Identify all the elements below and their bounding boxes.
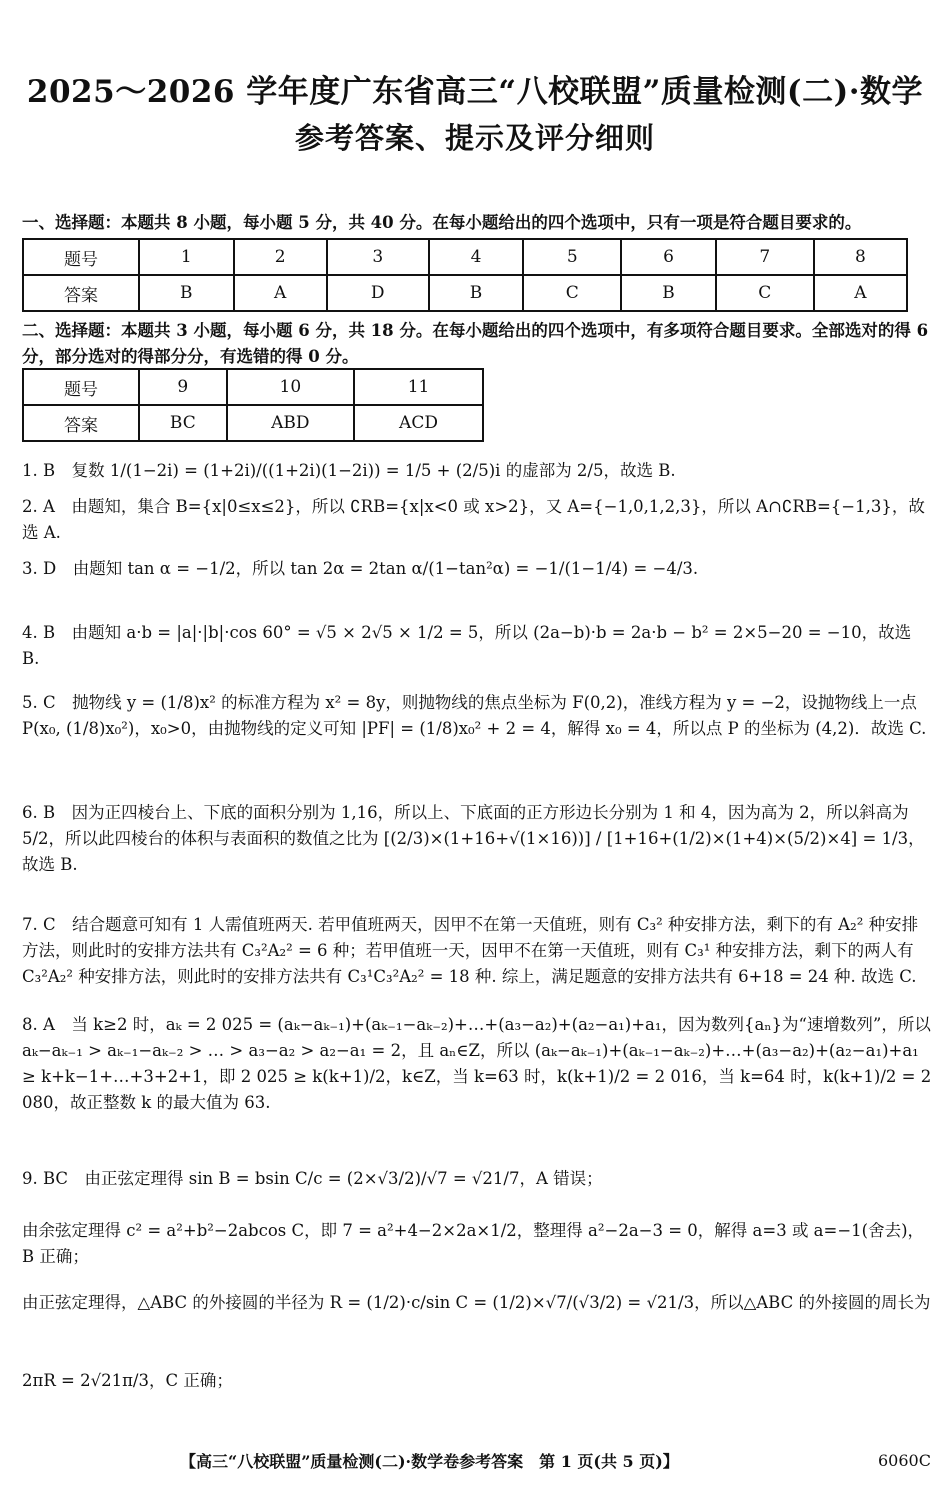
section-1-heading: 一、选择题：本题共 8 小题，每小题 5 分，共 40 分。在每小题给出的四个选项中，只有一项是符合题目要求的。 <box>22 213 862 232</box>
table-cell: A <box>814 275 907 311</box>
table-cell: 9 <box>139 369 227 405</box>
page-subtitle: 参考答案、提示及评分细则 <box>294 121 655 155</box>
solution-9-part-c: 由正弦定理得，△ABC 的外接圆的半径为 R = (1/2)·c/sin C = (1/2)×√7/(√3/2) = √21/3，所以△ABC 的外接圆的周长为 <box>22 1293 931 1312</box>
solution-1: 1. B 复数 1/(1−2i) = (1+2i)/((1+2i)(1−2i)) = 1/5 + (2/5)i 的虚部为 2/5，故选 B. <box>22 461 676 480</box>
solution-3: 3. D 由题知 tan α = −1/2，所以 tan 2α = 2tan α/(1−tan²α) = −1/(1−1/4) = −4/3. <box>22 559 699 578</box>
solution-2: 2. A 由题知，集合 B={x|0≤x≤2}，所以 ∁RB={x|x<0 或 x>2}，又 A={−1,0,1,2,3}，所以 A∩∁RB={−1,3}，故选 A. <box>22 497 925 542</box>
table-cell: 1 <box>139 239 234 275</box>
solution-9-part-b: 由余弦定理得 c² = a²+b²−2abcos C，即 7 = a²+4−2×2a×1/2，整理得 a²−2a−3 = 0，解得 a=3 或 a=−1(舍去)，B 正确； <box>22 1221 925 1266</box>
solution-9-part-d: 2πR = 2√21π/3，C 正确； <box>22 1371 233 1390</box>
table-cell: ABD <box>227 405 354 441</box>
table-row <box>23 369 483 405</box>
document-code: 6060C <box>878 1451 931 1470</box>
row-label: 答案 <box>23 405 139 441</box>
table-cell: B <box>429 275 524 311</box>
page-footer: 【高三“八校联盟”质量检测(二)·数学卷参考答案 第 1 页(共 5 页)】 <box>180 1452 679 1471</box>
table-cell: 11 <box>354 369 483 405</box>
table-cell: 10 <box>227 369 354 405</box>
answer-table-2 <box>22 368 484 442</box>
row-label: 题号 <box>23 369 139 405</box>
table-cell: D <box>327 275 429 311</box>
table-cell: B <box>621 275 716 311</box>
table-cell: B <box>139 275 234 311</box>
solution-7: 7. C 结合题意可知有 1 人需值班两天. 若甲值班两天，因甲不在第一天值班，则有 C₃² 种安排方法，剩下的有 A₂² 种安排方法，则此时的安排方法共有 C₃²A₂² = 6 种；若甲值班一天，因甲不在第一天值班，则有 C₃¹ 种安排方法，剩下的两人有 C₃²A₂² 种安排方法，则此时的安排方法共有 C₃¹C₃²A₂² = 18 种. 综上，满足题意的安排方法共有 6+18 = 24 种. 故选 C. <box>22 915 919 986</box>
solution-6: 6. B 因为正四棱台上、下底的面积分别为 1,16，所以上、下底面的正方形边长分别为 1 和 4，因为高为 2，所以斜高为 5/2，所以此四棱台的体积与表面积的数值之比为 [(2/3)×(1+16+√(1×16))] / [1+16+(1/2)×(1+4)×(5/2)×4] = 1/3，故选 B. <box>22 803 925 874</box>
table-cell: 4 <box>429 239 524 275</box>
table-cell: 2 <box>234 239 327 275</box>
table-row <box>23 239 907 275</box>
table-row <box>23 275 907 311</box>
solution-9-part-a: 9. BC 由正弦定理得 sin B = bsin C/c = (2×√3/2)/√7 = √21/7，A 错误； <box>22 1169 603 1188</box>
solution-8: 8. A 当 k≥2 时，aₖ = 2 025 = (aₖ−aₖ₋₁)+(aₖ₋₁−aₖ₋₂)+…+(a₃−a₂)+(a₂−a₁)+a₁，因为数列{aₙ}为“速增数列”，所以 aₖ−aₖ₋₁ > aₖ₋₁−aₖ₋₂ > … > a₃−a₂ > a₂−a₁ = 2，且 aₙ∈Z，所以 (aₖ−aₖ₋₁)+(aₖ₋₁−aₖ₋₂)+…+(a₃−a₂)+(a₂−a₁)+a₁ ≥ k+k−1+…+3+2+1，即 2 025 ≥ k(k+1)/2，k∈Z，当 k=63 时，k(k+1)/2 = 2 016，当 k=64 时，k(k+1)/2 = 2 080，故正整数 k 的最大值为 63. <box>22 1015 932 1112</box>
table-cell: 7 <box>716 239 814 275</box>
section-2-heading: 二、选择题：本题共 3 小题，每小题 6 分，共 18 分。在每小题给出的四个选项中，有多项符合题目要求。全部选对的得 6 分，部分选对的得部分分，有选错的得 0 分。 <box>22 321 929 366</box>
solution-5: 5. C 抛物线 y = (1/8)x² 的标准方程为 x² = 8y，则抛物线的焦点坐标为 F(0,2)，准线方程为 y = −2，设抛物线上一点 P(x₀, (1/8)x₀²)，x₀>0，由抛物线的定义可知 |PF| = (1/8)x₀² + 2 = 4，解得 x₀ = 4，所以点 P 的坐标为 (4,2)．故选 C. <box>22 693 927 738</box>
table-cell: BC <box>139 405 227 441</box>
table-cell: ACD <box>354 405 483 441</box>
row-label: 题号 <box>23 239 139 275</box>
table-cell: 8 <box>814 239 907 275</box>
row-label: 答案 <box>23 275 139 311</box>
table-cell: A <box>234 275 327 311</box>
solution-4: 4. B 由题知 a·b = |a|·|b|·cos 60° = √5 × 2√5 × 1/2 = 5，所以 (2a−b)·b = 2a·b − b² = 2×5−20 = −10，故选 B. <box>22 623 912 668</box>
table-cell: 6 <box>621 239 716 275</box>
table-cell: C <box>716 275 814 311</box>
answer-table-1 <box>22 238 908 312</box>
table-cell: C <box>523 275 621 311</box>
table-row <box>23 405 483 441</box>
table-cell: 3 <box>327 239 429 275</box>
table-cell: 5 <box>523 239 621 275</box>
page-title: 2025～2026 学年度广东省高三“八校联盟”质量检测(二)·数学 <box>26 74 924 110</box>
